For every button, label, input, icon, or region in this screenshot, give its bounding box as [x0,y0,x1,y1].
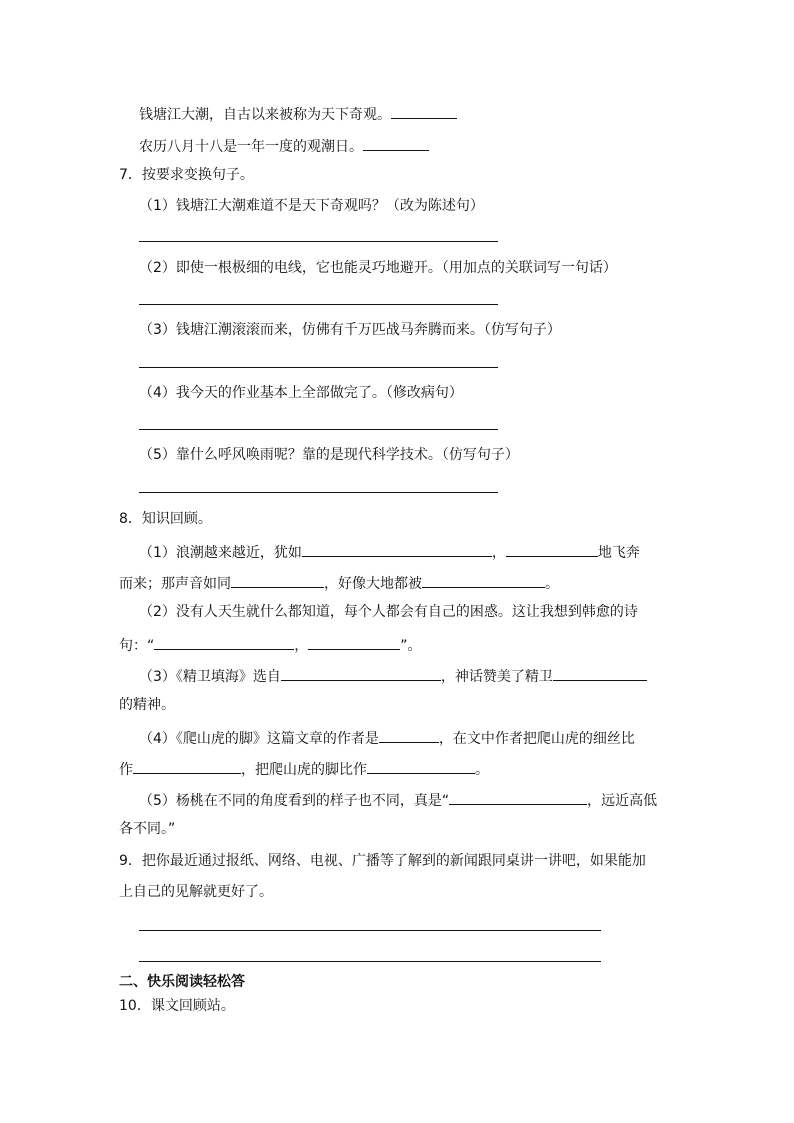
answer-blank[interactable] [367,758,475,774]
q8-item-4-line-2: 作 ，把爬山虎的脚比作 。 [119,758,489,779]
answer-blank[interactable] [379,727,439,743]
answer-blank[interactable] [308,634,400,650]
answer-line[interactable] [139,367,498,368]
q8-item-3-line-1: （3）《精卫填海》选自 ，神话赞美了精卫 [139,665,647,686]
q8-item-3-line-2: 的精神。 [119,697,175,713]
answer-line[interactable] [139,429,498,430]
q7-item-3: （3）钱塘江潮滚滚而来，仿佛有千万匹战马奔腾而来。（仿写句子） [139,322,561,338]
q9-line-1: 9．把你最近通过报纸、网络、电视、广播等了解到的新闻跟同桌讲一讲吧，如果能加 [119,853,646,869]
q7-item-5: （5）靠什么呼风唤雨呢？靠的是现代科学技术。（仿写句子） [139,447,519,463]
answer-blank[interactable] [363,135,429,151]
q8-item-5-line-1: （5）杨桃在不同的角度看到的样子也不同，真是“ ，远近高低 [139,789,657,810]
q8-item-4-line-1: （4）《爬山虎的脚》这篇文章的作者是 ，在文中作者把爬山虎的细丝比 [139,727,635,748]
answer-blank[interactable] [302,541,492,557]
q8-item-1-line-2: 而来；那声音如同 ，好像大地都被 。 [119,572,559,593]
intro-line-1: 钱塘江大潮，自古以来被称为天下奇观。 [139,103,457,124]
q7-item-1: （1）钱塘江大潮难道不是天下奇观吗？（改为陈述句） [139,198,484,214]
intro-line-2: 农历八月十八是一年一度的观潮日。 [139,135,429,156]
answer-blank[interactable] [449,789,587,805]
q7-title: 7．按要求变换句子。 [119,167,254,183]
q7-item-4: （4）我今天的作业基本上全部做完了。（修改病句） [139,385,463,401]
q8-item-1-line-1: （1）浪潮越来越近，犹如 ， 地飞奔 [139,541,640,562]
q7-item-2: （2）即使一根极细的电线，它也能灵巧地避开。（用加点的关联词写一句话） [139,260,617,276]
answer-blank[interactable] [553,665,647,681]
answer-line[interactable] [139,961,601,962]
answer-blank[interactable] [231,572,324,588]
answer-blank[interactable] [133,758,241,774]
section-2-heading: 二、快乐阅读轻松答 [119,974,245,990]
answer-line[interactable] [139,492,498,493]
q8-item-2-line-1: （2）没有人天生就什么都知道，每个人都会有自己的困惑。这让我想到韩愈的诗 [139,604,638,620]
answer-blank[interactable] [506,541,598,557]
q8-title: 8．知识回顾。 [119,511,212,527]
q9-line-2: 上自己的见解就更好了。 [119,884,273,900]
q10-title: 10．课文回顾站。 [119,998,235,1014]
answer-blank[interactable] [281,665,441,681]
answer-blank[interactable] [391,103,457,119]
answer-line[interactable] [139,304,498,305]
q8-item-5-line-2: 各不同。” [119,821,176,837]
answer-line[interactable] [139,241,498,242]
answer-line[interactable] [139,930,601,931]
answer-blank[interactable] [422,572,545,588]
q8-item-2-line-2: 句：“ ， ”。 [119,634,422,655]
answer-blank[interactable] [154,634,294,650]
